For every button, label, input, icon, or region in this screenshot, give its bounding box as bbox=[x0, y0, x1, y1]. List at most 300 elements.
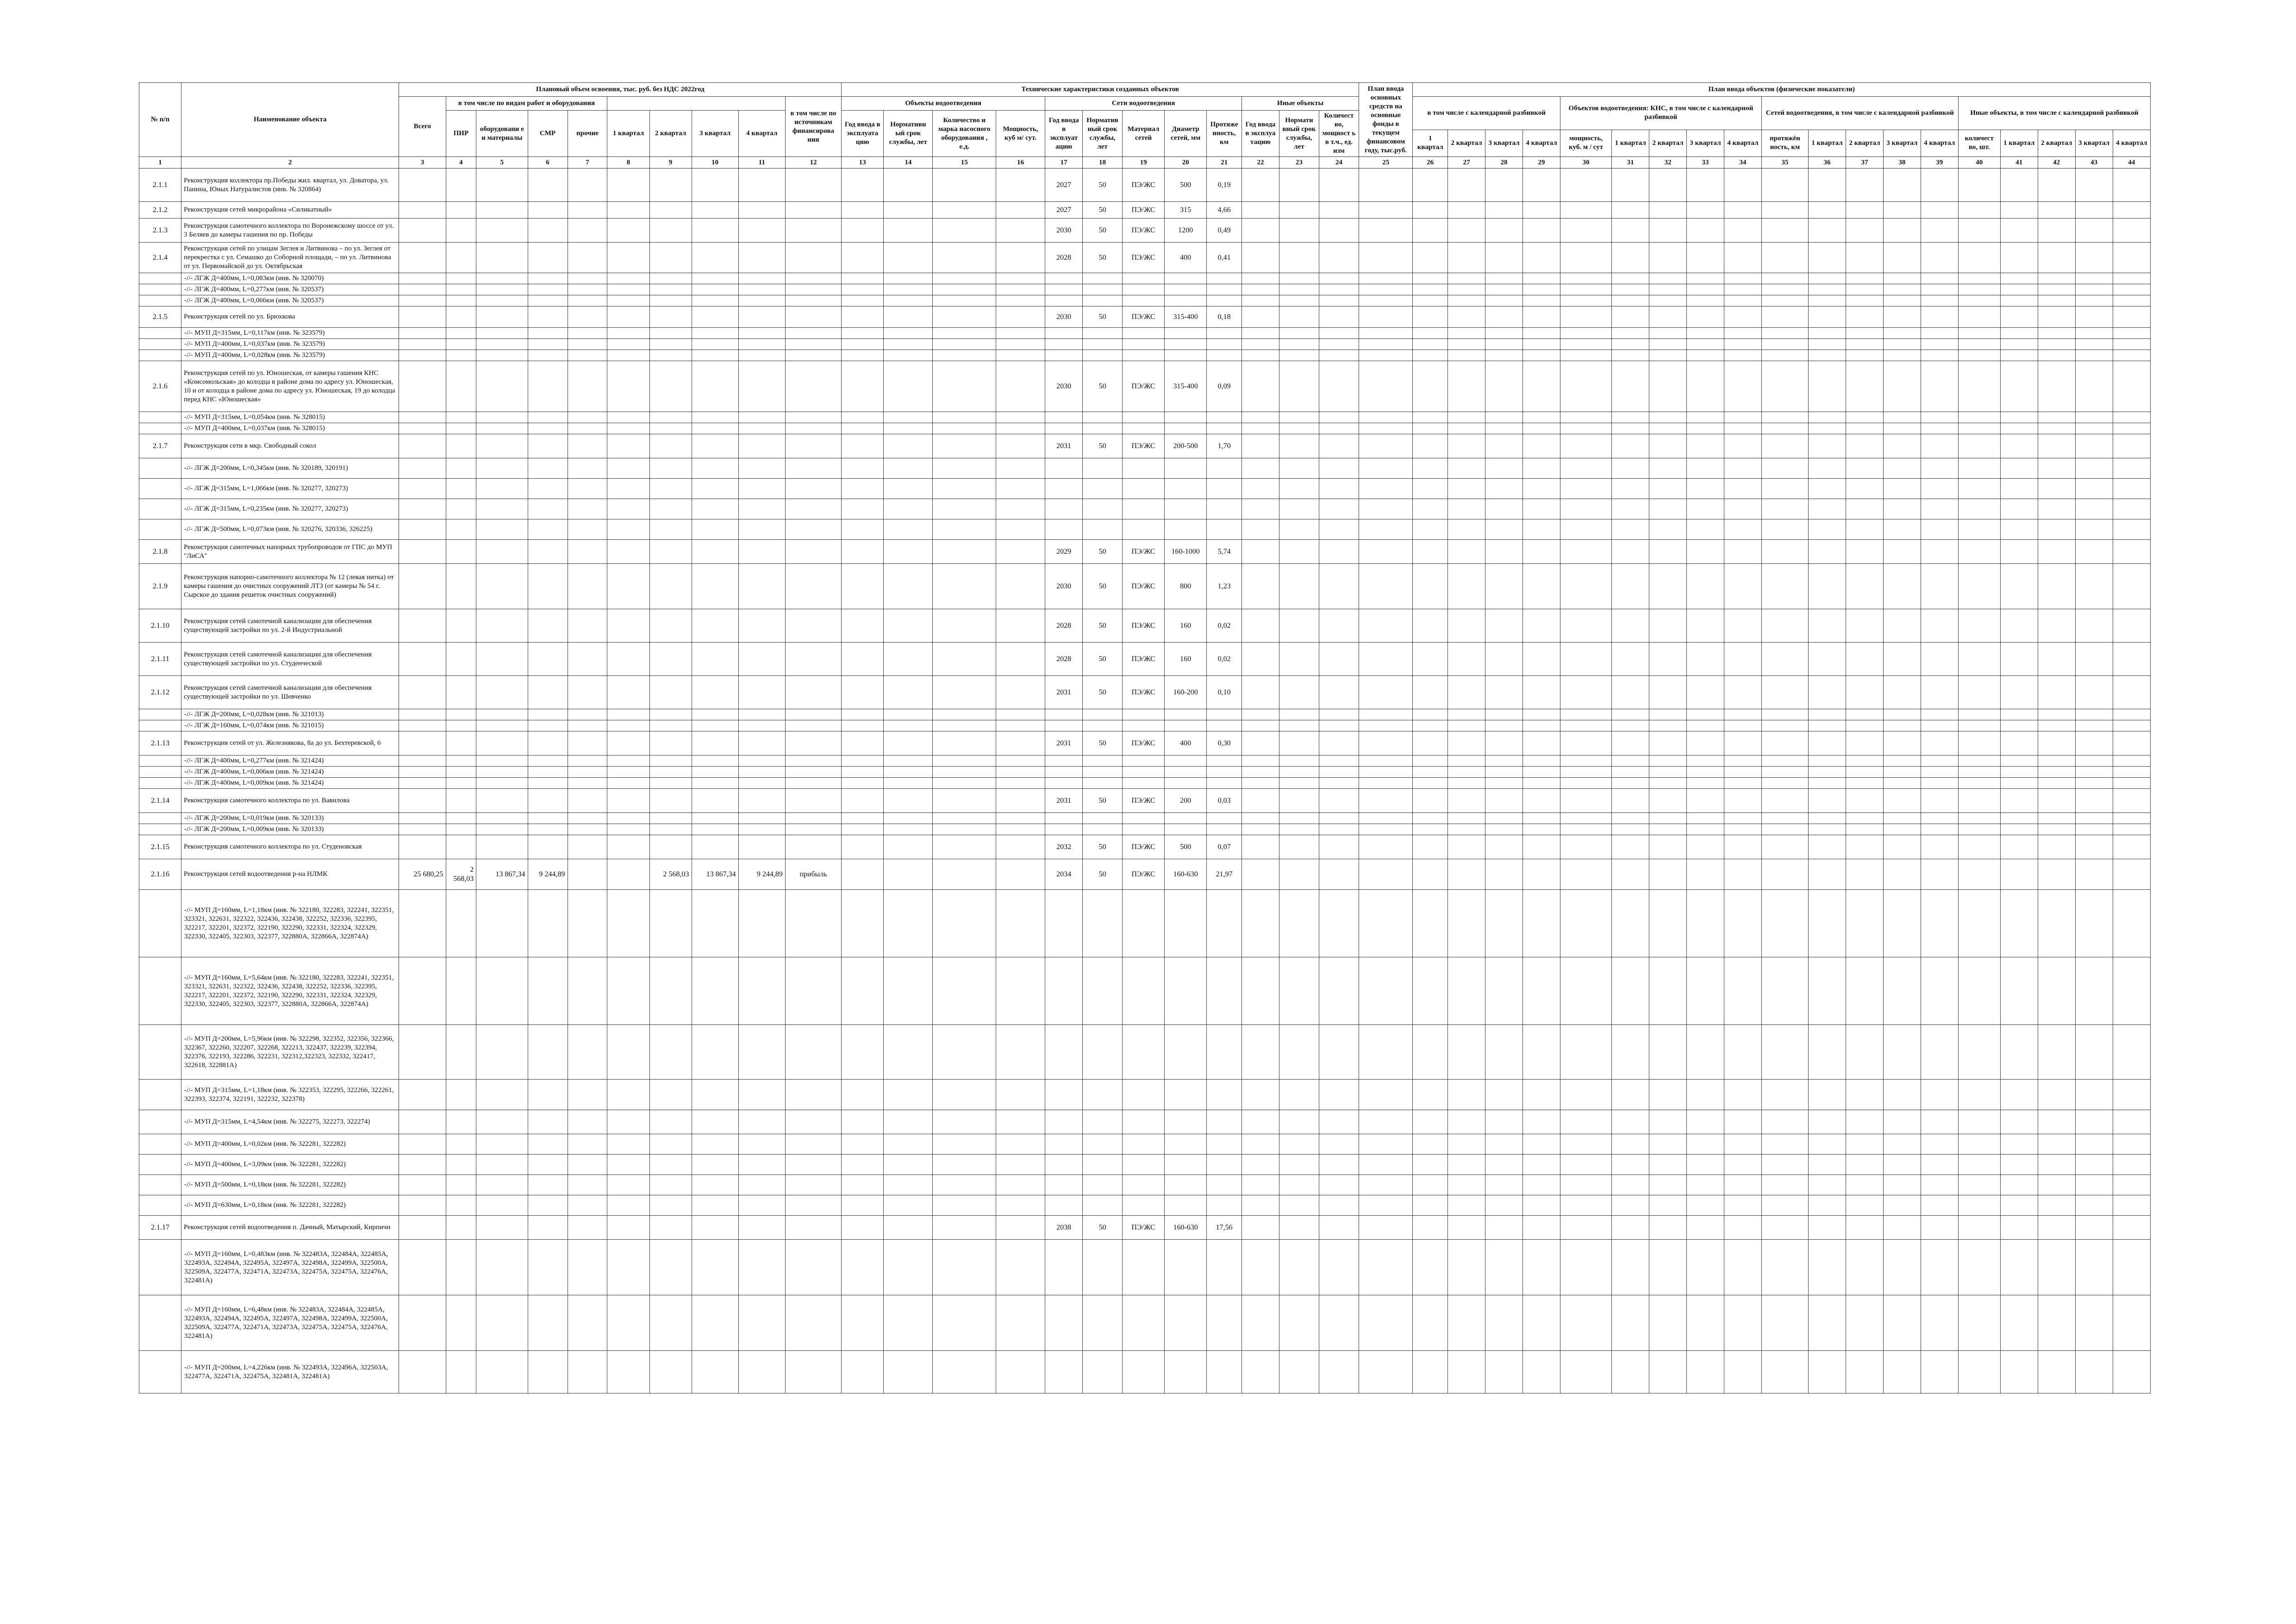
empty-cell bbox=[996, 273, 1045, 284]
empty-cell bbox=[2075, 709, 2113, 720]
empty-cell bbox=[692, 295, 738, 306]
empty-cell bbox=[884, 169, 933, 202]
empty-cell bbox=[1045, 778, 1083, 789]
empty-cell bbox=[1809, 1216, 1846, 1240]
empty-cell bbox=[1279, 306, 1319, 328]
empty-cell bbox=[1846, 824, 1883, 835]
empty-cell bbox=[933, 1155, 996, 1175]
empty-cell bbox=[1485, 1216, 1523, 1240]
empty-cell bbox=[2113, 361, 2150, 412]
empty-cell bbox=[1448, 789, 1485, 813]
empty-cell bbox=[933, 219, 996, 243]
empty-cell bbox=[446, 1195, 476, 1216]
empty-cell bbox=[1809, 756, 1846, 767]
empty-cell bbox=[568, 350, 607, 361]
empty-cell bbox=[884, 1216, 933, 1240]
empty-cell bbox=[996, 1134, 1045, 1155]
table-subrow bbox=[139, 767, 2151, 778]
empty-cell bbox=[1448, 1351, 1485, 1393]
empty-cell bbox=[1560, 859, 1611, 890]
empty-cell bbox=[1319, 1025, 1359, 1080]
empty-cell bbox=[1809, 1110, 1846, 1134]
empty-cell bbox=[649, 890, 692, 957]
empty-cell bbox=[785, 1295, 841, 1351]
empty-cell bbox=[1958, 1155, 2000, 1175]
empty-cell bbox=[1687, 767, 1724, 778]
header-kns-objects: Объектов водоотведения: КНС, в том числе с календарной разбивкой bbox=[1560, 97, 1761, 130]
table-row bbox=[139, 789, 2151, 813]
empty-cell bbox=[933, 1110, 996, 1134]
empty-cell bbox=[692, 169, 738, 202]
empty-cell bbox=[1724, 273, 1762, 284]
empty-cell bbox=[568, 273, 607, 284]
empty-cell bbox=[933, 328, 996, 339]
empty-cell bbox=[1761, 284, 1808, 295]
empty-cell bbox=[785, 957, 841, 1025]
empty-cell bbox=[996, 458, 1045, 479]
empty-cell bbox=[1448, 778, 1485, 789]
empty-cell bbox=[1921, 564, 1958, 609]
empty-cell bbox=[1448, 767, 1485, 778]
empty-cell bbox=[1413, 499, 1448, 519]
row-name: -//- МУП Д=500мм, L=0,18км (инв. № 322281, 322282) bbox=[181, 1175, 399, 1195]
empty-cell bbox=[1319, 339, 1359, 350]
empty-cell bbox=[884, 1195, 933, 1216]
empty-cell bbox=[1165, 1351, 1207, 1393]
empty-cell bbox=[1242, 824, 1279, 835]
empty-cell bbox=[1045, 813, 1083, 824]
cell-life: 50 bbox=[1083, 609, 1123, 643]
empty-cell bbox=[1809, 434, 1846, 458]
empty-cell bbox=[884, 243, 933, 273]
empty-cell bbox=[1846, 767, 1883, 778]
empty-cell bbox=[1809, 1155, 1846, 1175]
row-name: -//- МУП Д=200мм, L=5,96км (инв. № 322298, 322352, 322356, 322366, 322367, 322260, 322207, 322268, 322213, 322437, 322239, 322394, 322376, 322193, 322286, 322231, 322312,322323, 322332, 322417, 322618, 322881А) bbox=[181, 1025, 399, 1080]
empty-cell bbox=[1883, 350, 1921, 361]
cell-diam: 400 bbox=[1165, 243, 1207, 273]
empty-cell bbox=[842, 412, 884, 423]
empty-cell bbox=[1242, 1295, 1279, 1351]
empty-cell bbox=[1123, 1240, 1165, 1295]
empty-cell bbox=[446, 709, 476, 720]
empty-cell bbox=[1359, 202, 1413, 219]
row-number bbox=[139, 813, 181, 824]
column-number: 7 bbox=[568, 157, 607, 169]
empty-cell bbox=[1165, 1155, 1207, 1175]
empty-cell bbox=[399, 361, 446, 412]
empty-cell bbox=[1724, 1110, 1762, 1134]
empty-cell bbox=[1523, 499, 1560, 519]
empty-cell bbox=[1761, 813, 1808, 824]
empty-cell bbox=[1279, 540, 1319, 564]
empty-cell bbox=[842, 361, 884, 412]
empty-cell bbox=[2038, 1216, 2075, 1240]
cell-mat: ПЭ/ЖС bbox=[1123, 434, 1165, 458]
empty-cell bbox=[1279, 709, 1319, 720]
empty-cell bbox=[446, 423, 476, 434]
empty-cell bbox=[1242, 709, 1279, 720]
empty-cell bbox=[607, 1080, 649, 1110]
column-number: 11 bbox=[738, 157, 785, 169]
empty-cell bbox=[1846, 676, 1883, 709]
empty-cell bbox=[1242, 676, 1279, 709]
row-number bbox=[139, 499, 181, 519]
row-name: Реконструкция сетей по ул. Юношеская, от камеры гашения КНС «Комсомольская» до колодца в районе дома по адресу ул. Юношеская, 10 и от колодца в районе дома по адресу ул. Юношеская, 19 до колодца перед КНС «Юношеская» bbox=[181, 361, 399, 412]
empty-cell bbox=[1279, 1134, 1319, 1155]
empty-cell bbox=[1485, 423, 1523, 434]
empty-cell bbox=[2075, 434, 2113, 458]
empty-cell bbox=[785, 643, 841, 676]
empty-cell bbox=[738, 350, 785, 361]
empty-cell bbox=[649, 499, 692, 519]
empty-cell bbox=[1485, 859, 1523, 890]
empty-cell bbox=[1359, 1216, 1413, 1240]
empty-cell bbox=[1279, 499, 1319, 519]
empty-cell bbox=[1883, 306, 1921, 328]
empty-cell bbox=[607, 295, 649, 306]
empty-cell bbox=[649, 1110, 692, 1134]
empty-cell bbox=[1413, 273, 1448, 284]
empty-cell bbox=[842, 767, 884, 778]
empty-cell bbox=[446, 643, 476, 676]
empty-cell bbox=[2075, 169, 2113, 202]
empty-cell bbox=[1359, 813, 1413, 824]
empty-cell bbox=[1242, 458, 1279, 479]
empty-cell bbox=[1448, 434, 1485, 458]
empty-cell bbox=[649, 756, 692, 767]
empty-cell bbox=[1958, 219, 2000, 243]
empty-cell bbox=[1846, 731, 1883, 756]
empty-cell bbox=[1724, 1240, 1762, 1295]
empty-cell bbox=[738, 731, 785, 756]
empty-cell bbox=[1846, 813, 1883, 824]
empty-cell bbox=[1242, 1195, 1279, 1216]
table-row bbox=[139, 243, 2151, 273]
empty-cell bbox=[738, 1295, 785, 1351]
empty-cell bbox=[1958, 328, 2000, 339]
empty-cell bbox=[1083, 957, 1123, 1025]
empty-cell bbox=[1809, 339, 1846, 350]
cell-life: 50 bbox=[1083, 219, 1123, 243]
empty-cell bbox=[2000, 423, 2038, 434]
empty-cell bbox=[1687, 423, 1724, 434]
empty-cell bbox=[1485, 676, 1523, 709]
empty-cell bbox=[1649, 609, 1687, 643]
empty-cell bbox=[996, 519, 1045, 540]
empty-cell bbox=[1448, 957, 1485, 1025]
header-norm-life3: Нормати вный срок службы, лет bbox=[1279, 111, 1319, 157]
row-name: -//- ЛГЖ Д=315мм, L=0,235км (инв. № 320277, 320273) bbox=[181, 499, 399, 519]
row-number bbox=[139, 295, 181, 306]
empty-cell bbox=[1883, 540, 1921, 564]
empty-cell bbox=[607, 1110, 649, 1134]
empty-cell bbox=[1724, 295, 1762, 306]
empty-cell bbox=[1883, 676, 1921, 709]
empty-cell bbox=[996, 499, 1045, 519]
empty-cell bbox=[1083, 767, 1123, 778]
empty-cell bbox=[649, 813, 692, 824]
empty-cell bbox=[1846, 957, 1883, 1025]
empty-cell bbox=[2000, 202, 2038, 219]
empty-cell bbox=[842, 709, 884, 720]
empty-cell bbox=[1560, 328, 1611, 339]
empty-cell bbox=[528, 778, 568, 789]
row-number: 2.1.17 bbox=[139, 1216, 181, 1240]
empty-cell bbox=[1560, 731, 1611, 756]
empty-cell bbox=[1413, 284, 1448, 295]
empty-cell bbox=[2075, 609, 2113, 643]
empty-cell bbox=[1687, 720, 1724, 731]
empty-cell bbox=[1165, 479, 1207, 499]
empty-cell bbox=[1921, 859, 1958, 890]
empty-cell bbox=[2075, 1025, 2113, 1080]
empty-cell bbox=[1883, 890, 1921, 957]
empty-cell bbox=[1359, 306, 1413, 328]
empty-cell bbox=[2000, 709, 2038, 720]
empty-cell bbox=[692, 306, 738, 328]
empty-cell bbox=[1123, 1351, 1165, 1393]
empty-cell bbox=[476, 202, 528, 219]
header-pump-qty: Количество и марка насосного оборудования , е.д. bbox=[933, 111, 996, 157]
empty-cell bbox=[2075, 1175, 2113, 1195]
empty-cell bbox=[1687, 731, 1724, 756]
header-material: Материал сетей bbox=[1123, 111, 1165, 157]
empty-cell bbox=[1958, 824, 2000, 835]
header-kv1-b: 1 квартал bbox=[1612, 130, 1649, 156]
empty-cell bbox=[1687, 835, 1724, 859]
empty-cell bbox=[933, 859, 996, 890]
empty-cell bbox=[884, 306, 933, 328]
empty-cell bbox=[1319, 458, 1359, 479]
empty-cell bbox=[1413, 202, 1448, 219]
empty-cell bbox=[1485, 273, 1523, 284]
empty-cell bbox=[1485, 1025, 1523, 1080]
empty-cell bbox=[1883, 1110, 1921, 1134]
empty-cell bbox=[399, 778, 446, 789]
empty-cell bbox=[785, 720, 841, 731]
empty-cell bbox=[649, 709, 692, 720]
empty-cell bbox=[1687, 778, 1724, 789]
empty-cell bbox=[1523, 306, 1560, 328]
empty-cell bbox=[2000, 1080, 2038, 1110]
empty-cell bbox=[2038, 1025, 2075, 1080]
empty-cell bbox=[933, 1216, 996, 1240]
empty-cell bbox=[1649, 306, 1687, 328]
empty-cell bbox=[1883, 609, 1921, 643]
empty-cell bbox=[785, 767, 841, 778]
empty-cell bbox=[692, 519, 738, 540]
empty-cell bbox=[1687, 202, 1724, 219]
empty-cell bbox=[1485, 1351, 1523, 1393]
empty-cell bbox=[1612, 519, 1649, 540]
empty-cell bbox=[1560, 1295, 1611, 1351]
empty-cell bbox=[1359, 709, 1413, 720]
empty-cell bbox=[1809, 676, 1846, 709]
empty-cell bbox=[996, 1080, 1045, 1110]
empty-cell bbox=[738, 273, 785, 284]
empty-cell bbox=[1921, 169, 1958, 202]
empty-cell bbox=[692, 756, 738, 767]
table-row bbox=[139, 306, 2151, 328]
empty-cell bbox=[2075, 957, 2113, 1025]
empty-cell bbox=[842, 676, 884, 709]
empty-cell bbox=[996, 835, 1045, 859]
empty-cell bbox=[2113, 676, 2150, 709]
empty-cell bbox=[1123, 458, 1165, 479]
empty-cell bbox=[1958, 519, 2000, 540]
empty-cell bbox=[1165, 778, 1207, 789]
empty-cell bbox=[1560, 458, 1611, 479]
empty-cell bbox=[1083, 756, 1123, 767]
column-number: 23 bbox=[1279, 157, 1319, 169]
empty-cell bbox=[1883, 499, 1921, 519]
empty-cell bbox=[446, 890, 476, 957]
empty-cell bbox=[2000, 643, 2038, 676]
header-kv1-c: 1 квартал bbox=[1809, 130, 1846, 156]
empty-cell bbox=[692, 676, 738, 709]
empty-cell bbox=[528, 412, 568, 423]
empty-cell bbox=[1165, 1295, 1207, 1351]
empty-cell bbox=[884, 434, 933, 458]
empty-cell bbox=[2075, 890, 2113, 957]
cell-src: прибыль bbox=[785, 859, 841, 890]
empty-cell bbox=[1207, 767, 1242, 778]
empty-cell bbox=[476, 1110, 528, 1134]
empty-cell bbox=[1413, 709, 1448, 720]
empty-cell bbox=[1165, 284, 1207, 295]
empty-cell bbox=[2113, 767, 2150, 778]
row-name: -//- ЛГЖ Д=200мм, L=0,019км (инв. № 320133) bbox=[181, 813, 399, 824]
empty-cell bbox=[1448, 709, 1485, 720]
empty-cell bbox=[692, 219, 738, 243]
empty-cell bbox=[1319, 957, 1359, 1025]
empty-cell bbox=[2113, 720, 2150, 731]
empty-cell bbox=[2113, 1080, 2150, 1110]
empty-cell bbox=[1359, 756, 1413, 767]
empty-cell bbox=[1319, 1155, 1359, 1175]
row-number: 2.1.4 bbox=[139, 243, 181, 273]
empty-cell bbox=[1649, 1295, 1687, 1351]
empty-cell bbox=[649, 1175, 692, 1195]
empty-cell bbox=[785, 1175, 841, 1195]
empty-cell bbox=[1279, 243, 1319, 273]
empty-cell bbox=[1523, 957, 1560, 1025]
empty-cell bbox=[1560, 1134, 1611, 1155]
cell-mat: ПЭ/ЖС bbox=[1123, 609, 1165, 643]
empty-cell bbox=[996, 1175, 1045, 1195]
empty-cell bbox=[1612, 169, 1649, 202]
empty-cell bbox=[1207, 709, 1242, 720]
empty-cell bbox=[1045, 1240, 1083, 1295]
cell-life: 50 bbox=[1083, 564, 1123, 609]
empty-cell bbox=[1359, 1134, 1413, 1155]
empty-cell bbox=[884, 1240, 933, 1295]
empty-cell bbox=[1649, 1110, 1687, 1134]
table-body bbox=[139, 169, 2151, 1393]
table-subrow bbox=[139, 778, 2151, 789]
header-water-objects: Объекты водоотведения bbox=[842, 97, 1045, 111]
empty-cell bbox=[1359, 1110, 1413, 1134]
empty-cell bbox=[933, 890, 996, 957]
table-row bbox=[139, 676, 2151, 709]
row-number bbox=[139, 350, 181, 361]
cell-smr: 9 244,89 bbox=[528, 859, 568, 890]
empty-cell bbox=[1279, 731, 1319, 756]
empty-cell bbox=[1083, 1110, 1123, 1134]
empty-cell bbox=[649, 835, 692, 859]
empty-cell bbox=[1883, 479, 1921, 499]
row-name: -//- МУП Д=315мм, L=0,054км (инв. № 328015) bbox=[181, 412, 399, 423]
empty-cell bbox=[2000, 890, 2038, 957]
column-number-row bbox=[139, 157, 2151, 169]
empty-cell bbox=[399, 306, 446, 328]
empty-cell bbox=[1523, 339, 1560, 350]
empty-cell bbox=[1359, 789, 1413, 813]
empty-cell bbox=[692, 731, 738, 756]
empty-cell bbox=[2113, 1134, 2150, 1155]
empty-cell bbox=[1687, 609, 1724, 643]
empty-cell bbox=[1242, 1110, 1279, 1134]
cell-diam: 160-1000 bbox=[1165, 540, 1207, 564]
empty-cell bbox=[1359, 284, 1413, 295]
empty-cell bbox=[1319, 1110, 1359, 1134]
empty-cell bbox=[2113, 1351, 2150, 1393]
empty-cell bbox=[1649, 434, 1687, 458]
empty-cell bbox=[2075, 412, 2113, 423]
empty-cell bbox=[649, 328, 692, 339]
header-q1: 1 квартал bbox=[607, 111, 649, 157]
empty-cell bbox=[842, 434, 884, 458]
empty-cell bbox=[1207, 1155, 1242, 1175]
empty-cell bbox=[1846, 499, 1883, 519]
empty-cell bbox=[649, 306, 692, 328]
empty-cell bbox=[1319, 1175, 1359, 1195]
cell-life: 50 bbox=[1083, 306, 1123, 328]
empty-cell bbox=[1687, 273, 1724, 284]
empty-cell bbox=[2038, 361, 2075, 412]
empty-cell bbox=[738, 1134, 785, 1155]
empty-cell bbox=[1809, 709, 1846, 720]
empty-cell bbox=[1560, 564, 1611, 609]
empty-cell bbox=[2075, 813, 2113, 824]
header-by-quarters: в том числе с календарной разбивкой bbox=[1413, 97, 1560, 130]
empty-cell bbox=[1560, 720, 1611, 731]
empty-cell bbox=[1279, 824, 1319, 835]
empty-cell bbox=[1319, 350, 1359, 361]
empty-cell bbox=[1165, 295, 1207, 306]
empty-cell bbox=[785, 273, 841, 284]
empty-cell bbox=[399, 350, 446, 361]
row-name: -//- ЛГЖ Д=400мм, L=0,083км (инв. № 320070) bbox=[181, 273, 399, 284]
empty-cell bbox=[933, 1240, 996, 1295]
empty-cell bbox=[649, 202, 692, 219]
empty-cell bbox=[738, 1110, 785, 1134]
empty-cell bbox=[1649, 1155, 1687, 1175]
empty-cell bbox=[884, 778, 933, 789]
empty-cell bbox=[884, 890, 933, 957]
cell-year: 2031 bbox=[1045, 676, 1083, 709]
empty-cell bbox=[996, 1351, 1045, 1393]
empty-cell bbox=[1319, 1351, 1359, 1393]
row-name: Реконструкция сетей самотечной канализации для обеспечения существующей застройки по ул. Шевченко bbox=[181, 676, 399, 709]
empty-cell bbox=[738, 519, 785, 540]
empty-cell bbox=[1359, 350, 1413, 361]
empty-cell bbox=[2075, 219, 2113, 243]
empty-cell bbox=[1724, 1195, 1762, 1216]
empty-cell bbox=[1165, 328, 1207, 339]
empty-cell bbox=[2075, 778, 2113, 789]
empty-cell bbox=[1921, 1240, 1958, 1295]
